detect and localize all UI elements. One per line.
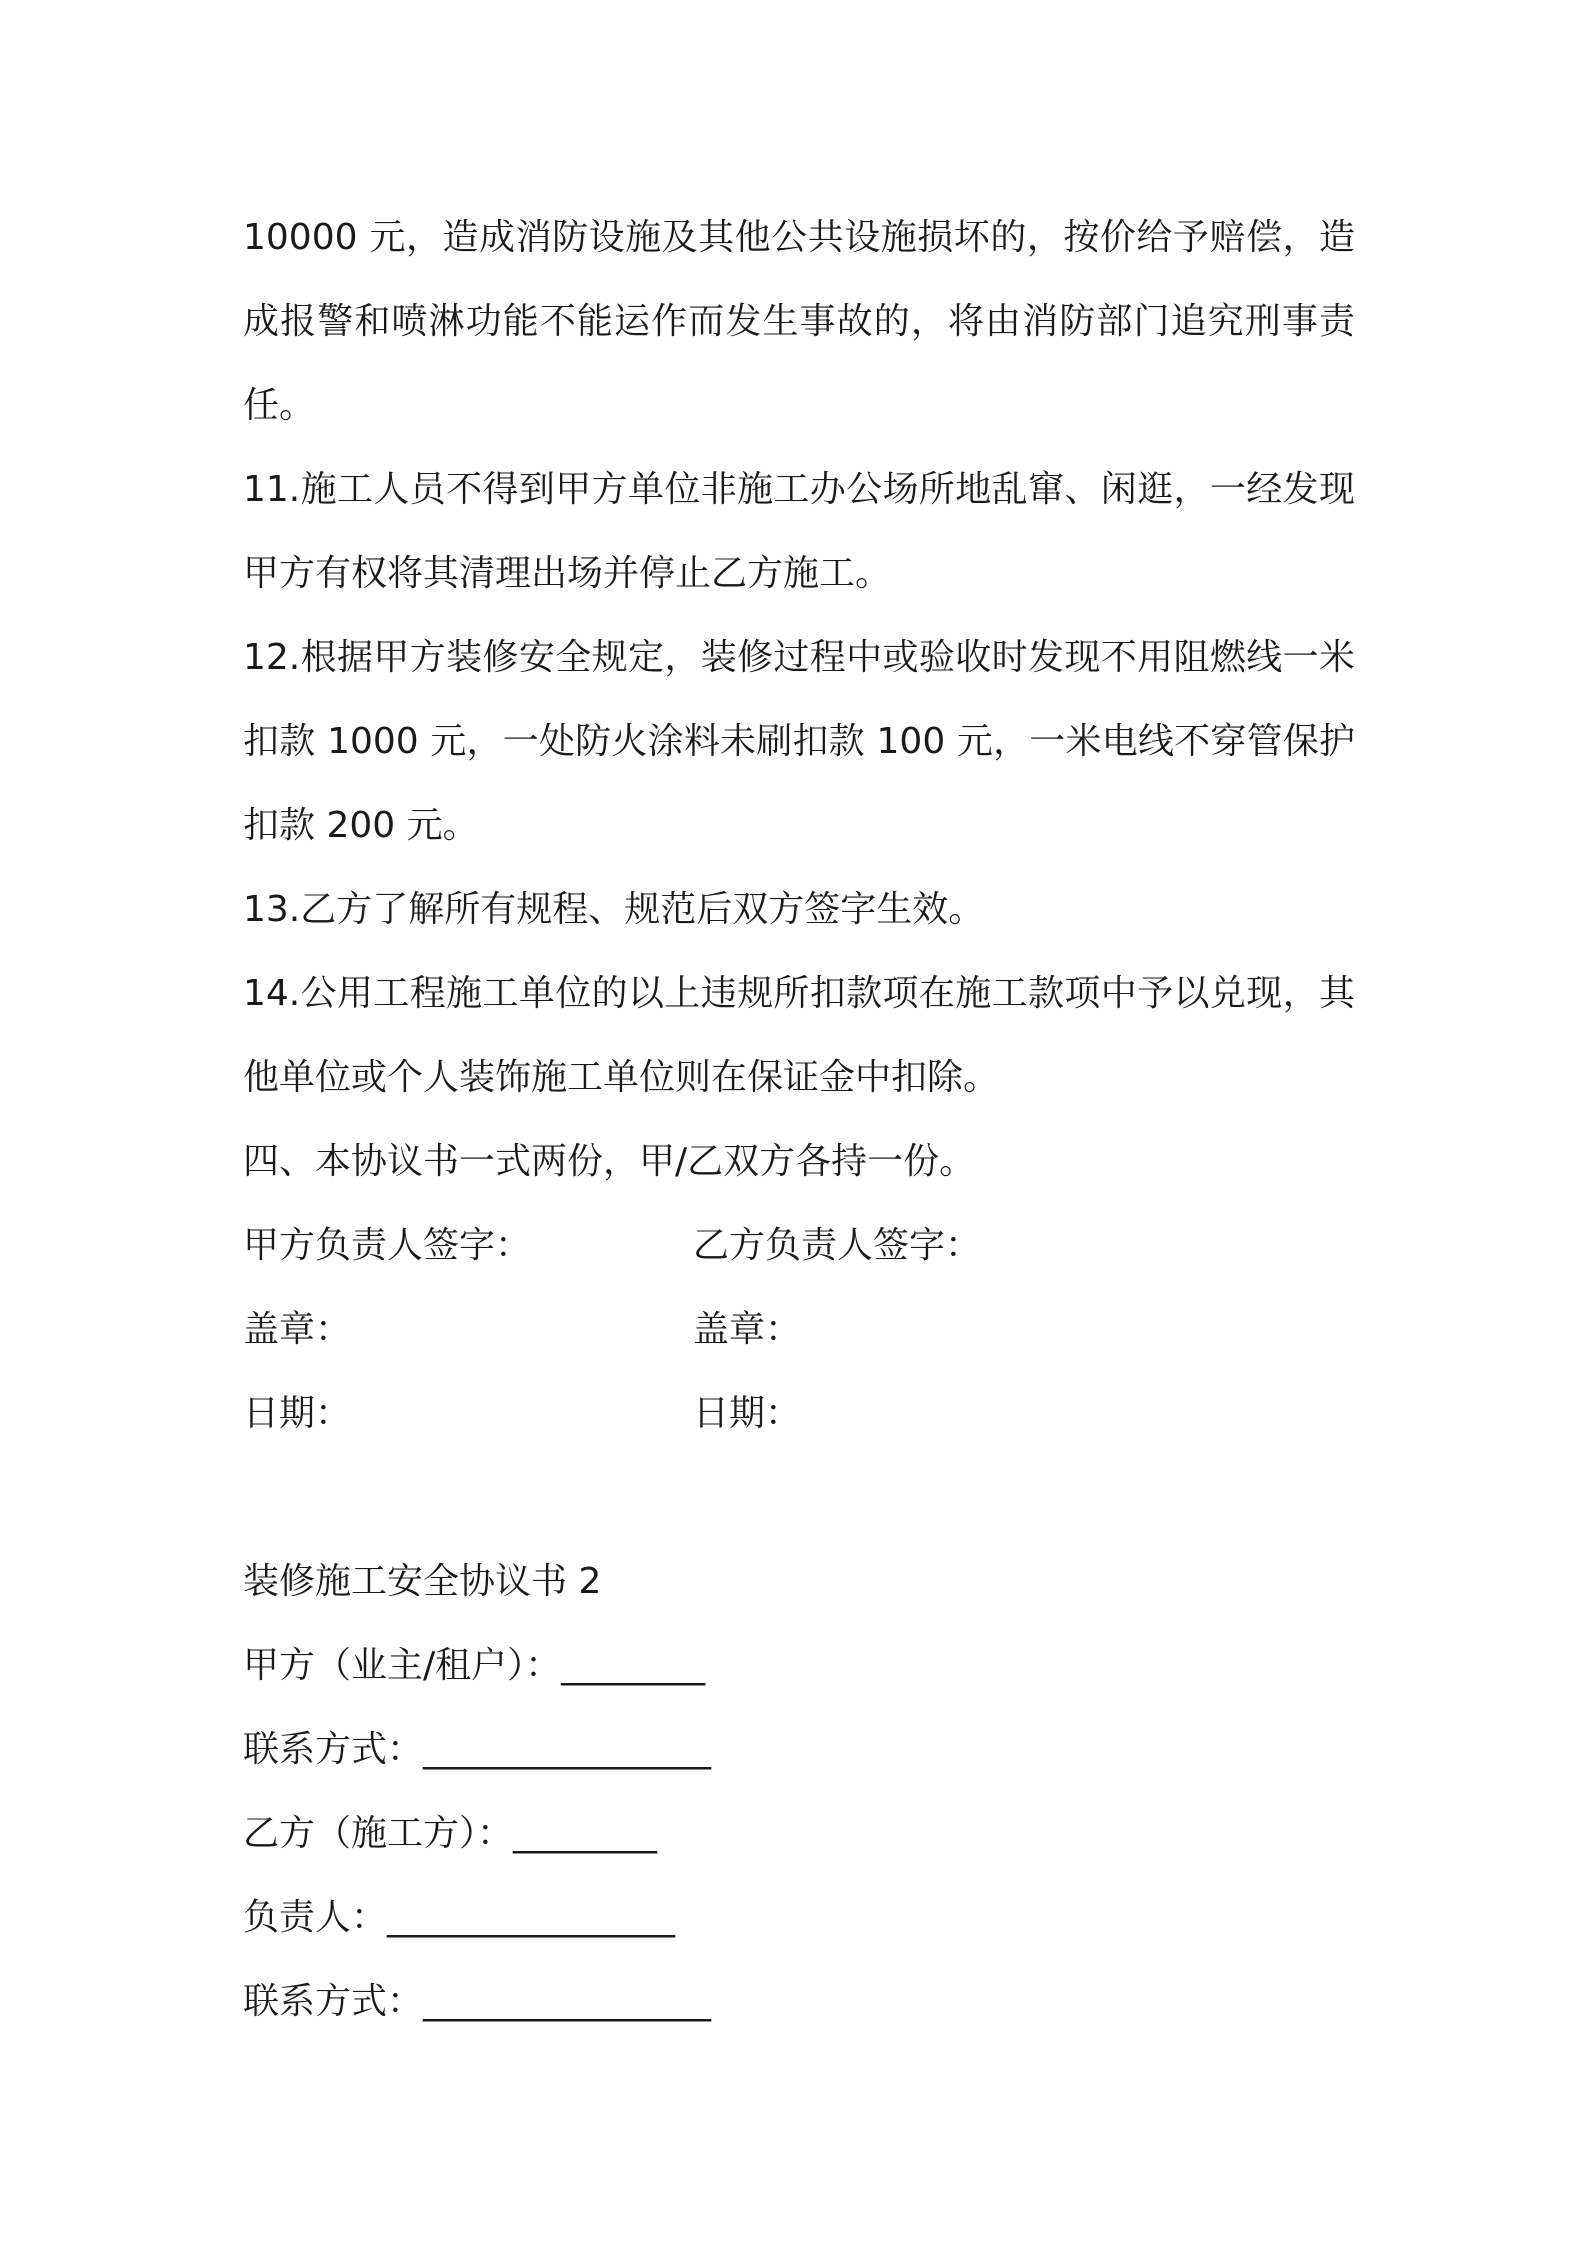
paragraph-fire-damage: 10000 元，造成消防设施及其他公共设施损坏的，按价给予赔偿，造成报警和喷淋功能不能运作而发生事故的，将由消防部门追究刑事责任。 <box>243 217 1355 426</box>
party-b-date-label: 日期： <box>693 1393 802 1434</box>
party-b-field <box>243 1792 1355 1876</box>
party-b-seal-label: 盖章： <box>693 1309 802 1350</box>
party-b-contact-label: 联系方式： <box>243 1981 424 2022</box>
party-a-date-label: 日期： <box>243 1393 352 1434</box>
paragraph-item-13: 13.乙方了解所有规程、规范后双方签字生效。 <box>243 889 985 930</box>
party-b-blank: ________ <box>513 1813 658 1854</box>
paragraph-section-four: 四、本协议书一式两份，甲/乙双方各持一份。 <box>243 1141 976 1182</box>
second-agreement-title: 装修施工安全协议书 2 <box>243 1561 602 1602</box>
party-a-blank: ________ <box>561 1645 706 1686</box>
paragraph-item-12: 12.根据甲方装修安全规定，装修过程中或验收时发现不用阻燃线一米扣款 1000 元，一处防火涂料未刷扣款 100 元，一米电线不穿管保护扣款 200 元。 <box>243 637 1355 846</box>
date-row <box>243 1372 1355 1456</box>
party-a-signature-label: 甲方负责人签字： <box>243 1225 532 1266</box>
party-b-label: 乙方（施工方）： <box>243 1813 514 1854</box>
party-b-signature-label: 乙方负责人签字： <box>693 1225 982 1266</box>
paragraph-item-14: 14.公用工程施工单位的以上违规所扣款项在施工款项中予以兑现，其他单位或个人装饰施工单位则在保证金中扣除。 <box>243 973 1355 1098</box>
signature-row <box>243 1204 1355 1288</box>
party-a-label: 甲方（业主/租户）： <box>243 1645 562 1686</box>
paragraph-item-11: 11.施工人员不得到甲方单位非施工办公场所地乱窜、闲逛，一经发现甲方有权将其清理出场并停止乙方施工。 <box>243 469 1355 594</box>
person-in-charge-blank: ________________ <box>387 1897 676 1938</box>
party-a-seal-label: 盖章： <box>243 1309 352 1350</box>
person-in-charge-label: 负责人： <box>243 1897 388 1938</box>
seal-row <box>243 1288 1355 1372</box>
party-a-contact-field <box>243 1708 1355 1792</box>
party-a-field <box>243 1624 1355 1708</box>
section-spacer <box>243 1456 1355 1540</box>
party-b-contact-field <box>243 1960 1355 2044</box>
person-in-charge-field <box>243 1876 1355 1960</box>
party-b-contact-blank: ________________ <box>423 1981 712 2022</box>
party-a-contact-blank: ________________ <box>423 1729 712 1770</box>
party-a-contact-label: 联系方式： <box>243 1729 424 1770</box>
document-body <box>243 196 1355 2044</box>
